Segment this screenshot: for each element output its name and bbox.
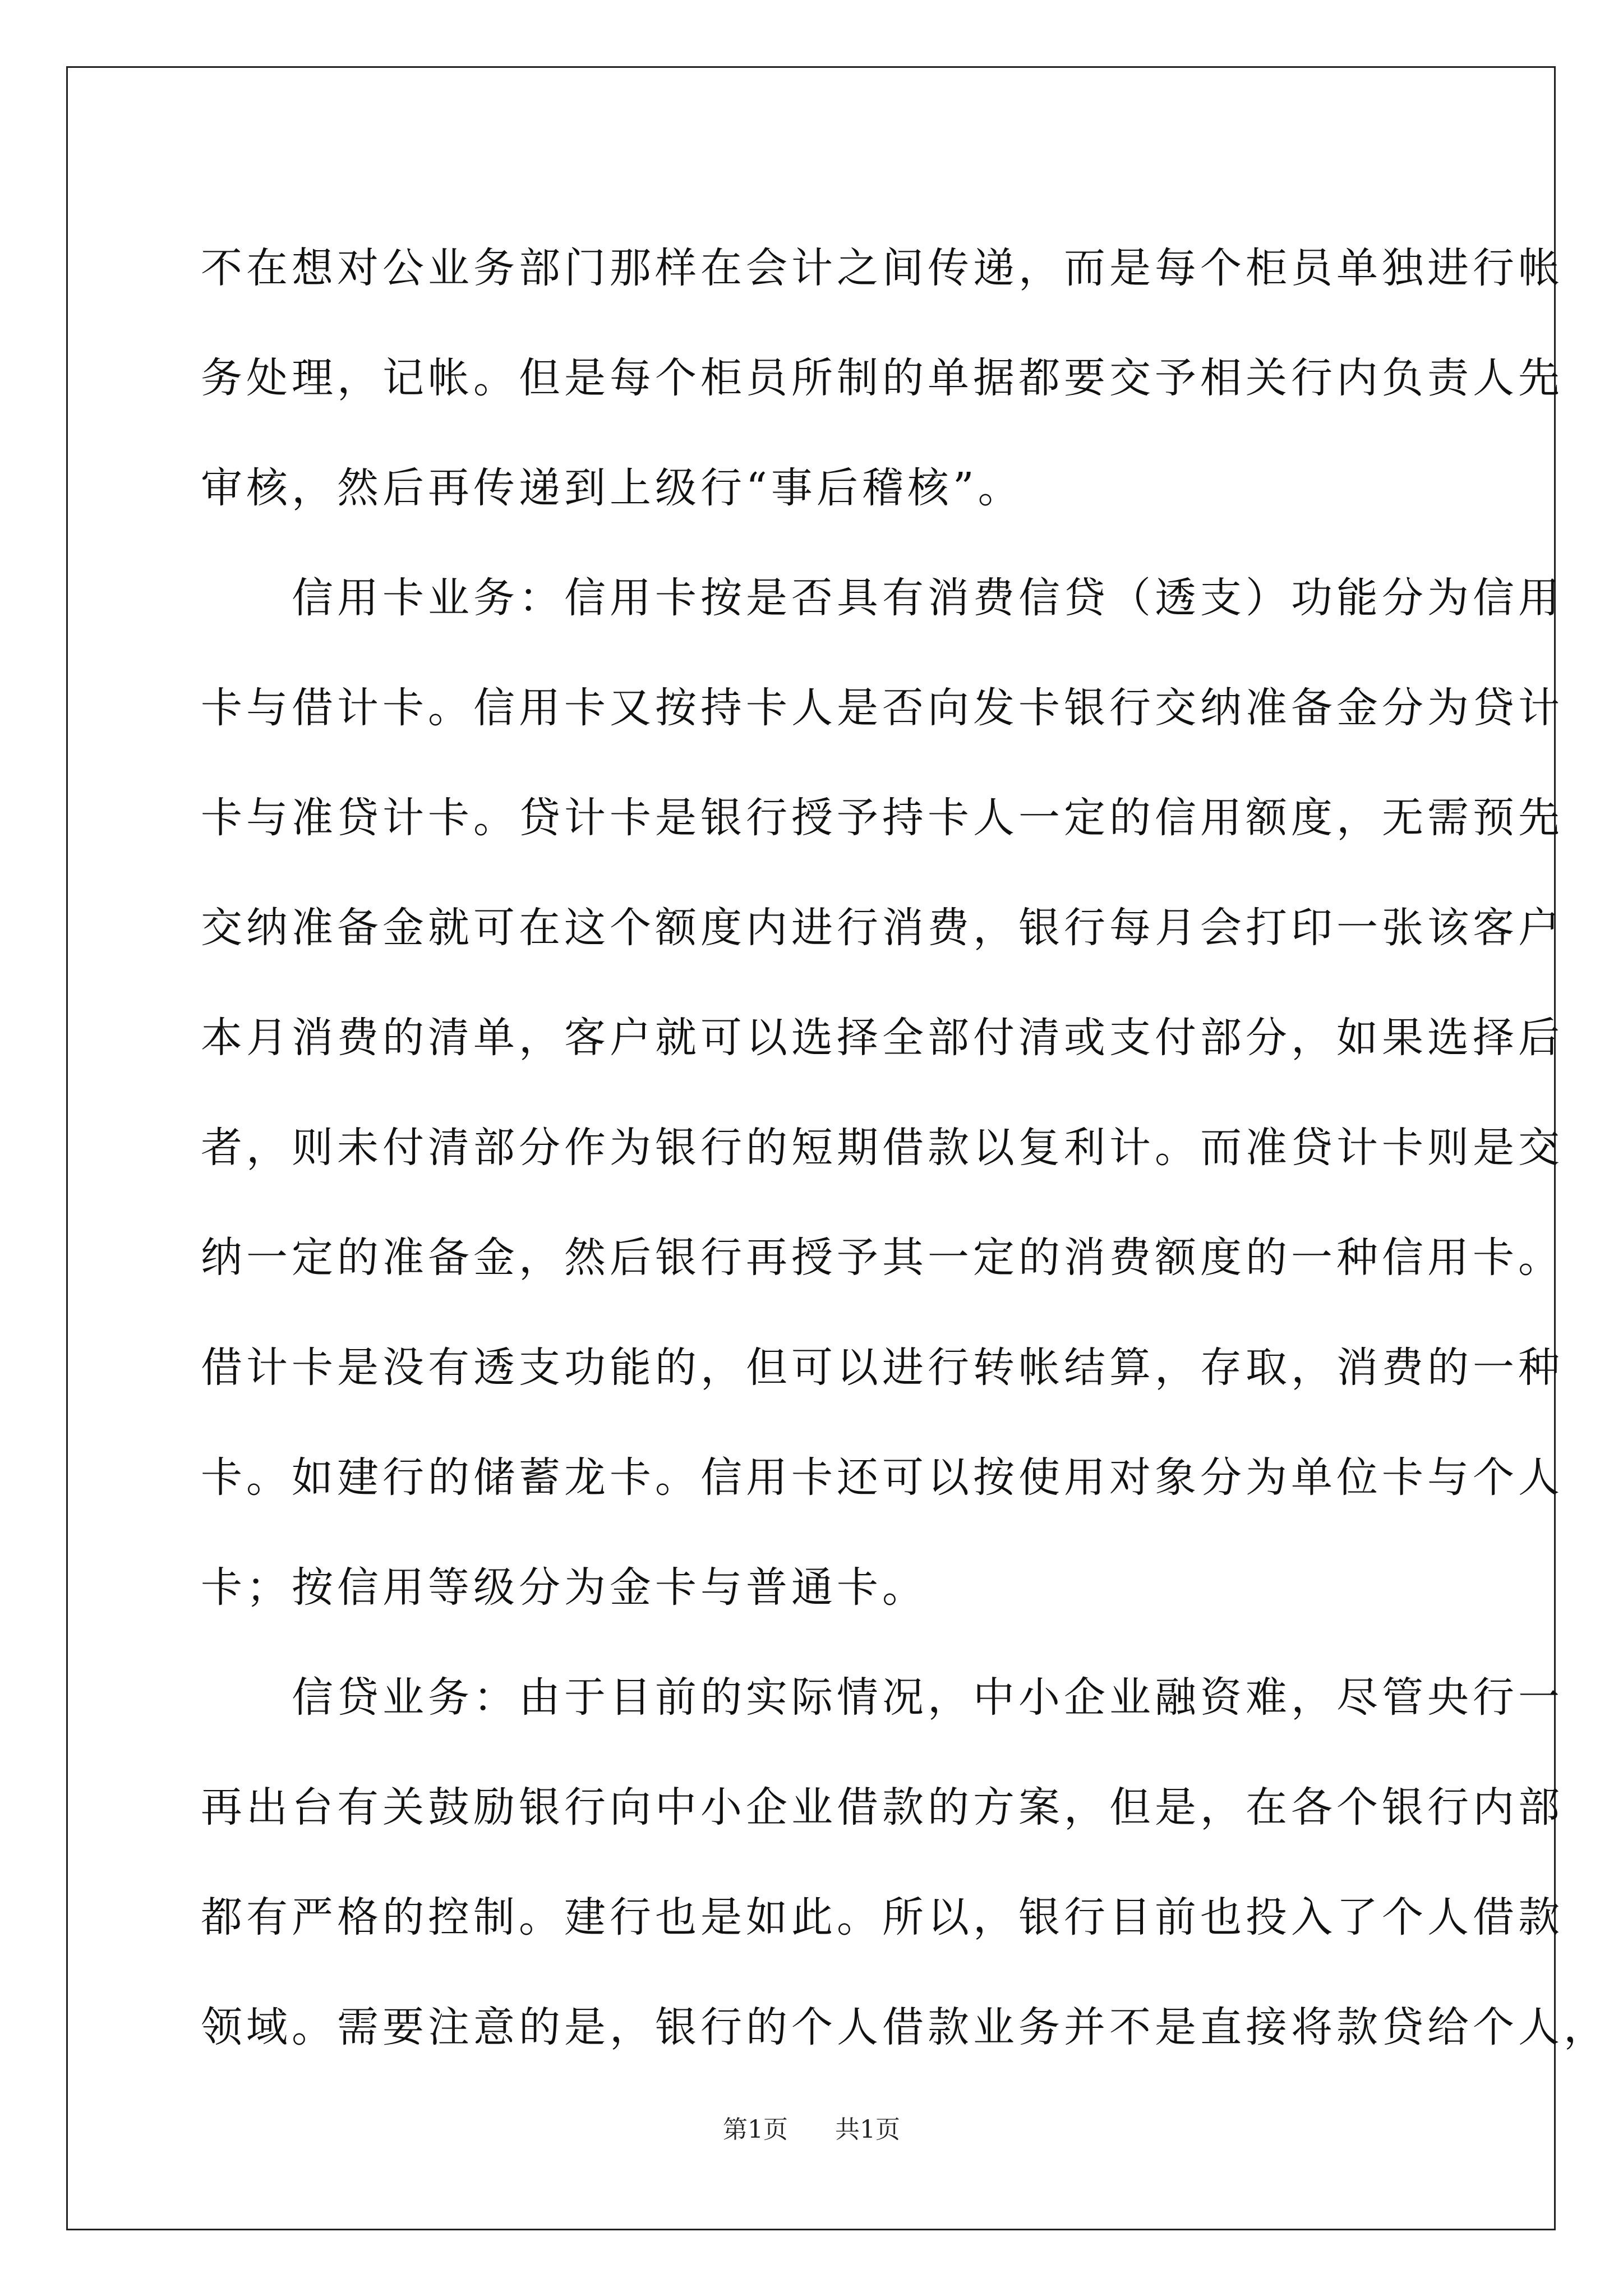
- text-line: 本月消费的清单，客户就可以选择全部付清或支付部分，如果选择后: [201, 1014, 1564, 1062]
- text-line: 信贷业务：由于目前的实际情况，中小企业融资难，尽管央行一: [201, 1673, 1564, 1722]
- text-line: 者，则未付清部分作为银行的短期借款以复利计。而准贷计卡则是交: [201, 1124, 1564, 1172]
- text-line: 借计卡是没有透支功能的，但可以进行转帐结算，存取，消费的一种: [201, 1343, 1564, 1392]
- text-line: 卡与准贷计卡。贷计卡是银行授予持卡人一定的信用额度，无需预先: [201, 794, 1564, 842]
- page-number: 第1页: [723, 2115, 788, 2144]
- document-body: [201, 213, 1609, 2082]
- text-line: 信用卡业务：信用卡按是否具有消费信贷（透支）功能分为信用: [201, 574, 1564, 622]
- text-line: 领域。需要注意的是，银行的个人借款业务并不是直接将款贷给个人，: [201, 2003, 1609, 2051]
- text-line: 审核，然后再传递到上级行“事后稽核”。: [201, 464, 1023, 512]
- text-line: 交纳准备金就可在这个额度内进行消费，银行每月会打印一张该客户: [201, 904, 1564, 952]
- text-line: 纳一定的准备金，然后银行再授予其一定的消费额度的一种信用卡。: [201, 1234, 1564, 1282]
- text-line: 都有严格的控制。建行也是如此。所以，银行目前也投入了个人借款: [201, 1893, 1564, 1941]
- text-line: 再出台有关鼓励银行向中小企业借款的方案，但是，在各个银行内部: [201, 1783, 1564, 1832]
- text-line: 务处理，记帐。但是每个柜员所制的单据都要交予相关行内负责人先: [201, 354, 1564, 402]
- page-footer: [0, 2109, 1623, 2145]
- text-line: 卡与借计卡。信用卡又按持卡人是否向发卡银行交纳准备金分为贷计: [201, 684, 1564, 732]
- text-line: 卡。如建行的储蓄龙卡。信用卡还可以按使用对象分为单位卡与个人: [201, 1453, 1564, 1502]
- text-line: 卡；按信用等级分为金卡与普通卡。: [201, 1563, 928, 1612]
- page-total: 共1页: [835, 2115, 900, 2144]
- text-line: 不在想对公业务部门那样在会计之间传递，而是每个柜员单独进行帐: [201, 244, 1564, 292]
